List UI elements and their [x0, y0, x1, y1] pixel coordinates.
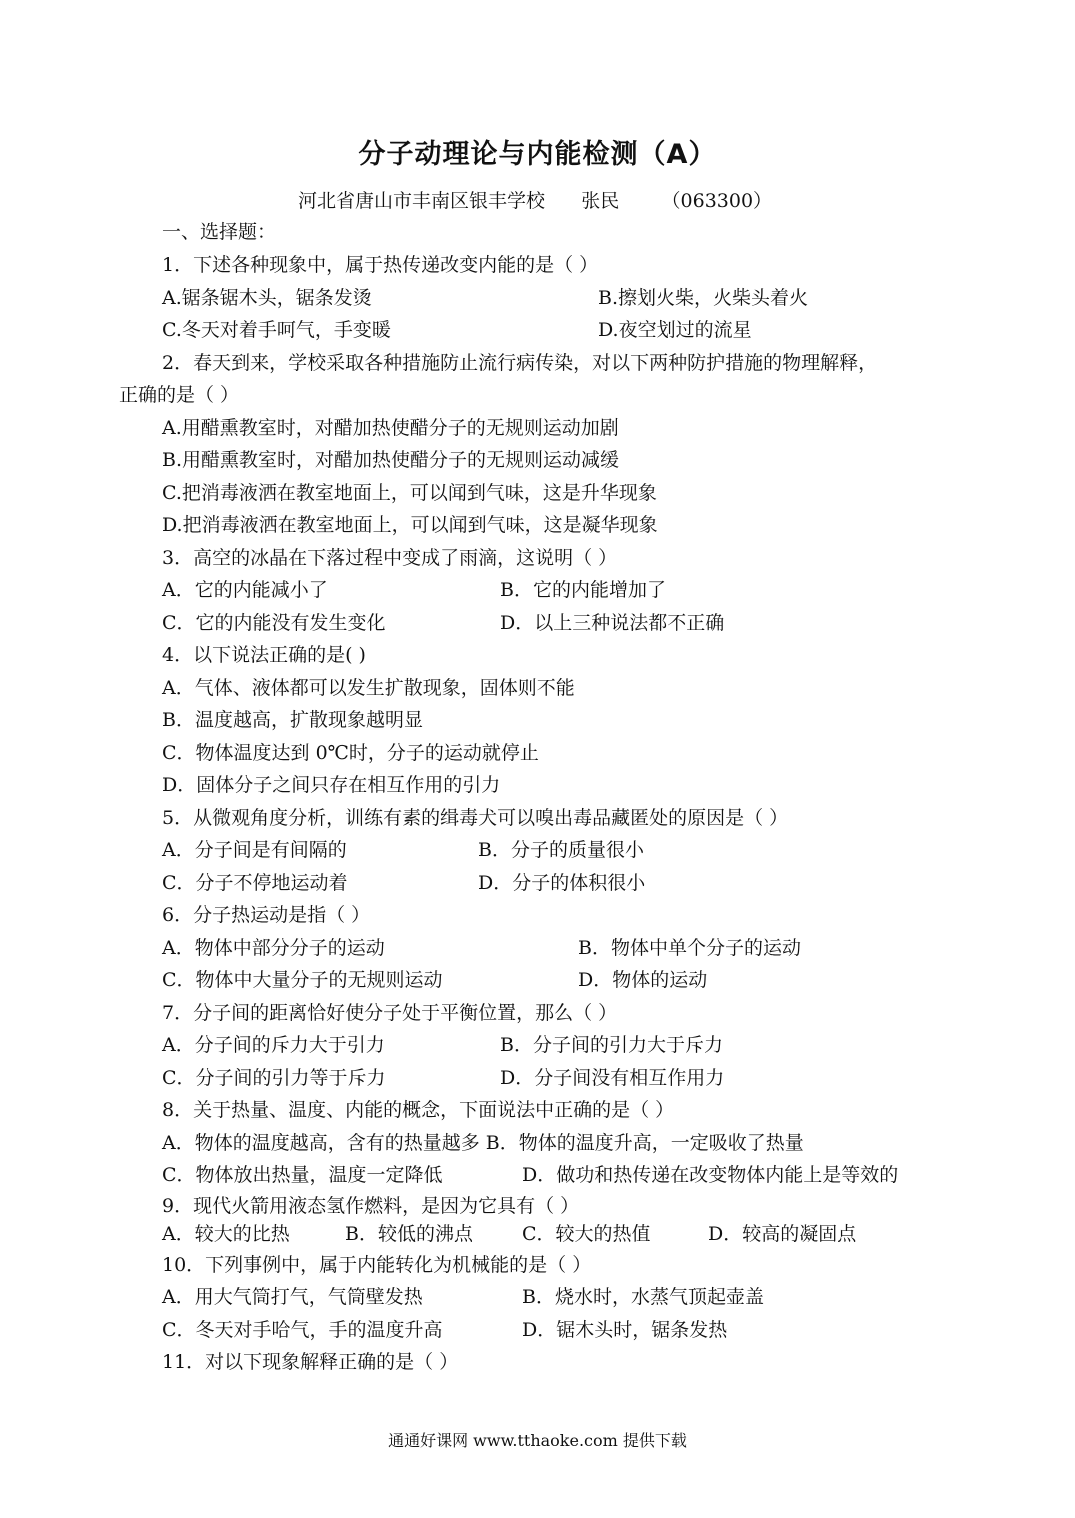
question-9-stem: 9．现代火箭用液态氢作燃料，是因为它具有（ ） [162, 1195, 580, 1217]
question-7-option-a: A．分子间的斥力大于引力 [162, 1034, 385, 1056]
question-3-option-d: D．以上三种说法都不正确 [500, 612, 725, 634]
question-11-stem: 11．对以下现象解释正确的是（ ） [162, 1351, 459, 1373]
question-7-option-d: D．分子间没有相互作用力 [500, 1067, 725, 1089]
question-5-stem: 5．从微观角度分析，训练有素的缉毒犬可以嗅出毒品藏匿处的原因是（ ） [162, 807, 789, 829]
question-6-option-c: C．物体中大量分子的无规则运动 [162, 969, 443, 991]
question-4-option-b: B．温度越高，扩散现象越明显 [162, 709, 423, 731]
question-5-option-a: A．分子间是有间隔的 [162, 839, 347, 861]
page-footer: 通通好课网 www.tthaoke.com 提供下载 [388, 1431, 687, 1450]
question-2-option-a: A.用醋熏教室时，对醋加热使醋分子的无规则运动加剧 [162, 417, 619, 439]
question-7-option-c: C．分子间的引力等于斥力 [162, 1067, 386, 1089]
question-4-option-d: D．固体分子之间只存在相互作用的引力 [162, 774, 501, 796]
question-3-option-c: C．它的内能没有发生变化 [162, 612, 386, 634]
question-1-option-b: B.擦划火柴，火柴头着火 [598, 287, 809, 309]
question-3-option-a: A．它的内能减小了 [162, 579, 328, 601]
question-8-stem: 8．关于热量、温度、内能的概念，下面说法中正确的是（ ） [162, 1099, 675, 1121]
question-10-option-b: B．烧水时，水蒸气顶起壶盖 [522, 1286, 764, 1308]
question-5-option-d: D．分子的体积很小 [478, 872, 646, 894]
question-10-option-d: D．锯木头时，锯条发热 [522, 1319, 728, 1341]
question-9-option-c: C．较大的热值 [522, 1223, 651, 1245]
question-6-option-b: B．物体中单个分子的运动 [578, 937, 801, 959]
question-8-option-c: C．物体放出热量，温度一定降低 [162, 1164, 443, 1186]
question-8-options-ab: A．物体的温度越高，含有的热量越多 B．物体的温度升高，一定吸收了热量 [162, 1132, 804, 1154]
question-9-option-b: B．较低的沸点 [345, 1223, 473, 1245]
question-7-option-b: B．分子间的引力大于斥力 [500, 1034, 723, 1056]
question-2-option-d: D.把消毒液洒在教室地面上，可以闻到气味，这是凝华现象 [162, 514, 658, 536]
question-1-option-c: C.冬天对着手呵气，手变暖 [162, 319, 391, 341]
question-6-option-a: A．物体中部分分子的运动 [162, 937, 385, 959]
question-2-option-c: C.把消毒液洒在教室地面上，可以闻到气味，这是升华现象 [162, 482, 657, 504]
question-9-option-d: D．较高的凝固点 [708, 1223, 857, 1245]
question-3-stem: 3．高空的冰晶在下落过程中变成了雨滴，这说明（ ） [162, 547, 618, 569]
question-4-option-c: C．物体温度达到 0℃时，分子的运动就停止 [162, 742, 539, 764]
question-2-stem: 2．春天到来，学校采取各种措施防止流行病传染，对以下两种防护措施的物理解释， [162, 352, 878, 374]
section-heading: 一、选择题： [162, 221, 277, 243]
question-8-option-d: D．做功和热传递在改变物体内能上是等效的 [522, 1164, 899, 1186]
question-9-option-a: A．较大的比热 [162, 1223, 290, 1245]
question-1-stem: 1．下述各种现象中，属于热传递改变内能的是（ ） [162, 254, 599, 276]
question-5-option-b: B．分子的质量很小 [478, 839, 644, 861]
question-3-option-b: B．它的内能增加了 [500, 579, 666, 601]
question-2-stem-cont: 正确的是（ ） [119, 384, 240, 406]
question-2-option-b: B.用醋熏教室时，对醋加热使醋分子的无规则运动减缓 [162, 449, 620, 471]
question-10-option-a: A．用大气筒打气，气筒壁发热 [162, 1286, 423, 1308]
question-10-option-c: C．冬天对手哈气，手的温度升高 [162, 1319, 443, 1341]
question-10-stem: 10．下列事例中，属于内能转化为机械能的是（ ） [162, 1254, 592, 1276]
question-4-stem: 4．以下说法正确的是( ) [162, 644, 366, 666]
question-4-option-a: A．气体、液体都可以发生扩散现象，固体则不能 [162, 677, 575, 699]
question-6-option-d: D．物体的运动 [578, 969, 708, 991]
question-1-option-d: D.夜空划过的流星 [598, 319, 752, 341]
page-title: 分子动理论与内能检测（A） [358, 139, 717, 170]
question-6-stem: 6．分子热运动是指（ ） [162, 904, 371, 926]
author-line: 河北省唐山市丰南区银丰学校 张民 （063300） [298, 190, 773, 212]
question-7-stem: 7．分子间的距离恰好使分子处于平衡位置，那么（ ） [162, 1002, 618, 1024]
question-5-option-c: C．分子不停地运动着 [162, 872, 348, 894]
question-1-option-a: A.锯条锯木头，锯条发烫 [162, 287, 372, 309]
